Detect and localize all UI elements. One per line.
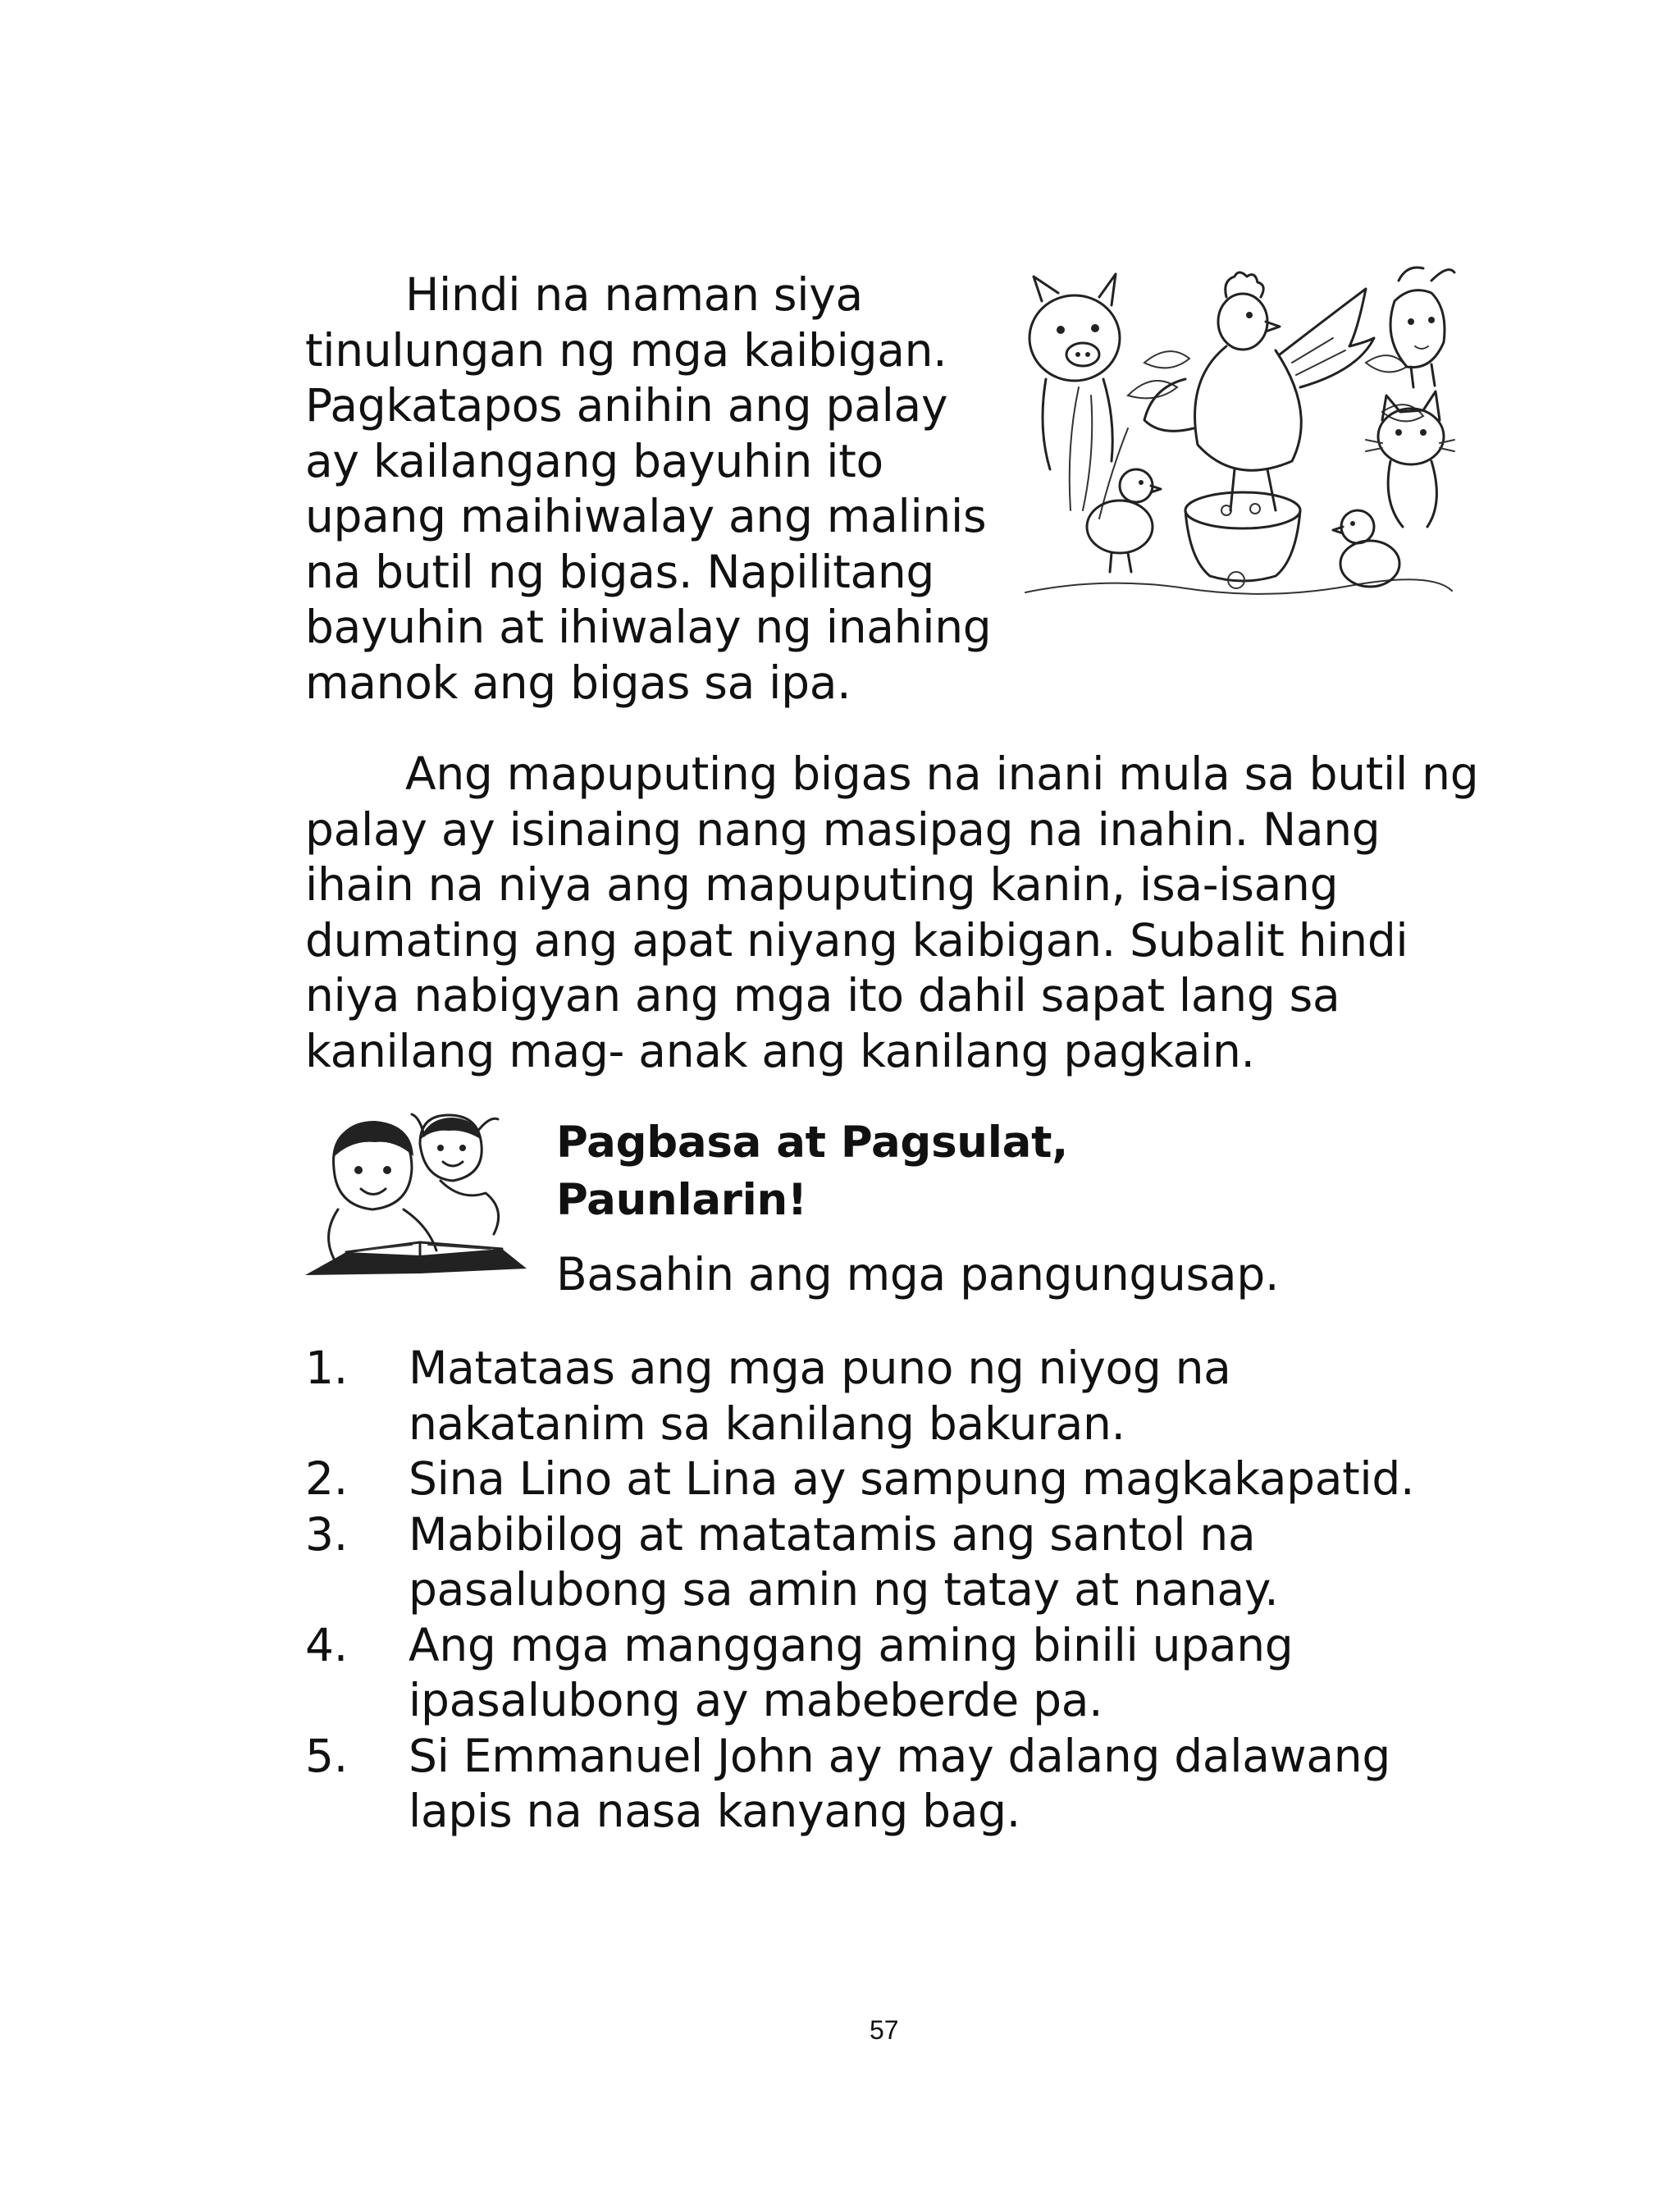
list-number: 2. [305,1452,348,1505]
paragraph-line: niya nabigyan ang mga ito dahil sapat lang sa [305,969,1340,1022]
list-item [305,1507,1503,1618]
pig-drawing [1029,274,1120,469]
paragraph-line: manok ang bigas sa ipa. [305,656,851,709]
hen-and-animals-illustration [1021,264,1456,609]
chick-drawing [1087,469,1161,572]
paragraph-line: dumating ang apat niyang kaibigan. Subalit hindi [305,913,1408,967]
paragraph-line: ihain na niya ang mapuputing kanin, isa-isang [305,858,1339,911]
list-item [305,1729,1503,1840]
list-item-line: nakatanim sa kanilang bakuran. [409,1397,1125,1450]
cat-drawing [1366,391,1454,527]
list-item [305,1618,1503,1729]
list-item-line: Si Emmanuel John ay may dalang dalawang [409,1729,1390,1782]
section-heading [556,1114,1068,1229]
story-paragraph-2 [305,747,1479,1079]
section-heading-line: Paunlarin! [556,1175,807,1225]
paragraph-line: Hindi na naman siya [405,268,863,321]
list-item-line: Matataas ang mga puno ng niyog na [409,1342,1231,1394]
paragraph-line: Ang mapuputing bigas na inani mula sa butil ng [405,748,1479,800]
list-item [305,1341,1503,1452]
list-item-line: Mabibilog at matatamis ang santol na [409,1507,1256,1561]
list-item-line: Sina Lino at Lina ay sampung magkakapatid. [409,1452,1415,1505]
paragraph-line: bayuhin at ihiwalay ng inahing [305,601,992,653]
hen-drawing [1144,272,1374,510]
mortar-drawing [1185,492,1300,588]
page-number: 57 [870,2015,899,2045]
paragraph-line: palay ay isinaing nang masipag na inahin. Nang [305,802,1381,856]
paragraph-line: ay kailangang bayuhin ito [305,434,883,487]
list-item-line: Ang mga manggang aming binili upang [409,1618,1294,1671]
sentence-list [305,1341,1503,1840]
list-number: 1. [305,1342,348,1394]
list-number: 5. [305,1729,348,1782]
story-paragraph-1 [305,267,994,711]
section-heading-line: Pagbasa at Pagsulat, [556,1118,1068,1168]
paragraph-line: tinulungan ng mga kaibigan. [305,323,947,377]
chick-drawing [1333,510,1399,587]
list-item-line: ipasalubong ay mabeberde pa. [409,1674,1103,1726]
list-item [305,1452,1503,1507]
instruction-text: Basahin ang mga pangungusap. [556,1248,1280,1301]
paragraph-line: Pagkatapos anihin ang palay [305,379,948,432]
paragraph-line: upang maihiwalay ang malinis [305,490,987,542]
children-reading-icon [297,1111,533,1278]
paragraph-line: na butil ng bigas. Napilitang [305,545,935,598]
list-item-line: lapis na nasa kanyang bag. [409,1785,1020,1837]
paragraph-line: kanilang mag- anak ang kanilang pagkain. [305,1024,1255,1077]
list-number: 4. [305,1618,348,1671]
list-number: 3. [305,1507,348,1561]
list-item-line: pasalubong sa amin ng tatay at nanay. [409,1563,1279,1616]
